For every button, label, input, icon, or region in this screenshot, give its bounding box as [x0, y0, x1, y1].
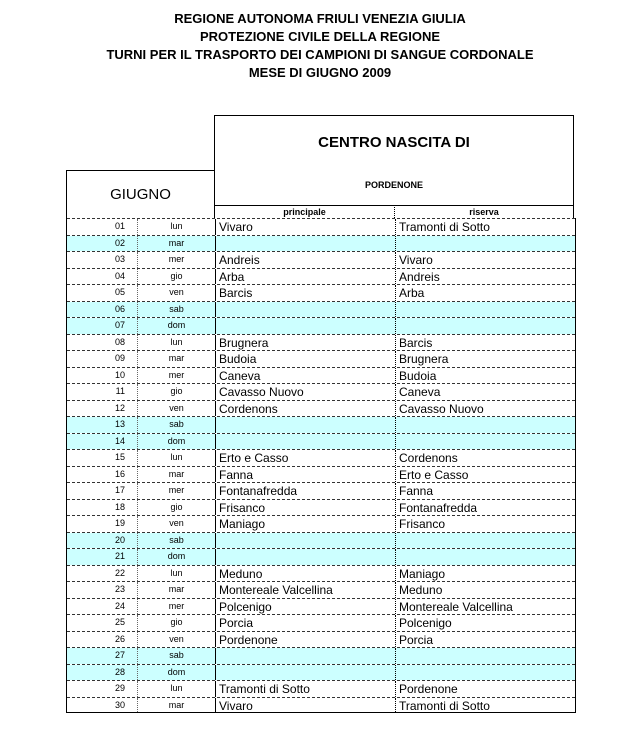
weekday-cell: dom [137, 318, 215, 334]
riserva-cell [395, 236, 575, 252]
table-row [67, 680, 575, 697]
riserva-cell: Barcis [395, 335, 575, 351]
principale-cell: Brugnera [215, 335, 395, 351]
weekday-cell: sab [137, 648, 215, 664]
weekday-cell: ven [137, 401, 215, 417]
day-cell: 17 [114, 485, 125, 495]
riserva-cell [395, 665, 575, 681]
riserva-cell: Maniago [395, 566, 575, 582]
weekday-cell: dom [137, 665, 215, 681]
weekday-cell: lun [137, 335, 215, 351]
day-cell: 06 [67, 302, 137, 318]
riserva-cell [395, 417, 575, 433]
weekday-cell: gio [137, 384, 215, 400]
weekday-cell: mar [137, 582, 215, 598]
weekday-cell: gio [137, 269, 215, 285]
principale-cell [215, 533, 395, 549]
header-region: REGIONE AUTONOMA FRIULI VENEZIA GIULIA [174, 11, 466, 26]
day-cell: 26 [114, 633, 125, 644]
weekday-cell: mer [137, 252, 215, 268]
header-month: MESE DI GIUGNO 2009 [248, 65, 392, 80]
weekday-cell: mar [137, 467, 215, 483]
riserva-cell: Frisanco [395, 516, 575, 532]
table-row [67, 317, 575, 334]
riserva-cell: Arba [395, 285, 575, 301]
table-row [67, 251, 575, 268]
riserva-cell: Meduno [395, 582, 575, 598]
day-cell: 12 [114, 402, 125, 413]
weekday-cell: sab [137, 417, 215, 433]
principale-cell [215, 236, 395, 252]
table-row [67, 647, 575, 664]
riserva-cell: Tramonti di Sotto [395, 698, 575, 713]
table-row [67, 235, 575, 252]
table-row [67, 631, 575, 648]
day-cell: 18 [114, 501, 125, 512]
weekday-cell: mar [137, 236, 215, 252]
day-cell: 29 [114, 683, 125, 693]
table-row [67, 268, 575, 285]
day-cell: 11 [115, 386, 125, 396]
weekday-cell: mar [137, 351, 215, 367]
weekday-cell: lun [137, 219, 215, 235]
day-cell: 30 [114, 699, 125, 710]
table-row [67, 466, 575, 483]
principale-cell: Fanna [215, 467, 395, 483]
principale-cell: Pordenone [215, 632, 395, 648]
principale-cell: Fontanafredda [215, 483, 395, 499]
table-row [67, 598, 575, 615]
day-cell: 14 [67, 434, 137, 450]
day-cell: 25 [114, 617, 125, 627]
table-row [67, 565, 575, 582]
riserva-cell: Erto e Casso [395, 467, 575, 483]
principale-cell: Cavasso Nuovo [215, 384, 395, 400]
principale-cell: Meduno [215, 566, 395, 582]
table-row [67, 284, 575, 301]
day-cell: 22 [114, 567, 125, 578]
weekday-cell: ven [137, 516, 215, 532]
table-row [67, 697, 575, 714]
riserva-cell [395, 648, 575, 664]
riserva-cell [395, 318, 575, 334]
table-row [67, 482, 575, 499]
riserva-cell [395, 533, 575, 549]
table-row [67, 400, 575, 417]
day-cell: 01 [114, 221, 125, 231]
principale-cell: Montereale Valcellina [215, 582, 395, 598]
weekday-cell: gio [137, 615, 215, 631]
day-cell: 10 [114, 369, 125, 380]
weekday-cell: mer [137, 368, 215, 384]
principale-cell: Polcenigo [215, 599, 395, 615]
table-row [67, 532, 575, 549]
day-cell: 19 [114, 518, 125, 528]
principale-cell [215, 302, 395, 318]
weekday-cell: ven [137, 285, 215, 301]
day-cell: 24 [114, 600, 125, 611]
weekday-cell: sab [137, 302, 215, 318]
principale-cell: Budoia [215, 351, 395, 367]
riserva-cell: Cordenons [395, 450, 575, 466]
weekday-cell: ven [137, 632, 215, 648]
day-cell: 20 [67, 533, 137, 549]
day-cell: 05 [114, 287, 125, 297]
riserva-cell: Fontanafredda [395, 500, 575, 516]
column-header-principale: principale [214, 205, 394, 218]
column-header-riserva: riserva [394, 205, 574, 218]
weekday-cell: mar [137, 698, 215, 713]
day-cell: 27 [67, 648, 137, 664]
principale-cell: Andreis [215, 252, 395, 268]
riserva-cell: Andreis [395, 269, 575, 285]
weekday-cell: mer [137, 483, 215, 499]
day-cell: 16 [114, 468, 125, 479]
center-header [214, 115, 574, 205]
principale-cell: Vivaro [215, 219, 395, 235]
document-header [0, 10, 640, 82]
day-cell: 07 [67, 318, 137, 334]
principale-cell: Vivaro [215, 698, 395, 713]
day-cell: 23 [114, 584, 125, 594]
month-label: GIUGNO [110, 186, 171, 203]
header-civil-protection: PROTEZIONE CIVILE DELLA REGIONE [199, 29, 441, 44]
riserva-cell [395, 302, 575, 318]
principale-cell [215, 318, 395, 334]
weekday-cell: sab [137, 533, 215, 549]
table-row [67, 367, 575, 384]
table-row [67, 515, 575, 532]
principale-cell: Cordenons [215, 401, 395, 417]
day-cell: 09 [114, 353, 125, 363]
table-row [67, 416, 575, 433]
riserva-cell: Caneva [395, 384, 575, 400]
weekday-cell: lun [137, 681, 215, 697]
principale-cell [215, 549, 395, 565]
riserva-cell: Montereale Valcellina [395, 599, 575, 615]
riserva-cell: Cavasso Nuovo [395, 401, 575, 417]
weekday-cell: lun [137, 566, 215, 582]
table-row [67, 334, 575, 351]
day-cell: 03 [114, 254, 125, 264]
principale-cell: Tramonti di Sotto [215, 681, 395, 697]
day-cell: 15 [114, 452, 125, 462]
principale-cell [215, 434, 395, 450]
table-row [67, 548, 575, 565]
riserva-cell: Tramonti di Sotto [395, 219, 575, 235]
table-row [67, 581, 575, 598]
table-row [67, 383, 575, 400]
center-label: CENTRO NASCITA DI [318, 134, 470, 151]
day-cell: 21 [67, 549, 137, 565]
riserva-cell [395, 549, 575, 565]
center-name: PORDENONE [364, 180, 423, 190]
day-cell: 28 [67, 665, 137, 681]
riserva-cell [395, 434, 575, 450]
weekday-cell: lun [137, 450, 215, 466]
table-row [67, 499, 575, 516]
day-cell: 02 [67, 236, 137, 252]
month-header [66, 170, 214, 218]
riserva-cell: Porcia [395, 632, 575, 648]
weekday-cell: gio [137, 500, 215, 516]
principale-cell: Caneva [215, 368, 395, 384]
principale-cell: Arba [215, 269, 395, 285]
principale-cell: Erto e Casso [215, 450, 395, 466]
weekday-cell: mer [137, 599, 215, 615]
table-row [67, 350, 575, 367]
day-cell: 04 [114, 270, 125, 281]
principale-cell [215, 665, 395, 681]
table-row [67, 614, 575, 631]
day-cell: 13 [67, 417, 137, 433]
table-row [67, 433, 575, 450]
principale-cell: Barcis [215, 285, 395, 301]
riserva-cell: Polcenigo [395, 615, 575, 631]
table-row [67, 449, 575, 466]
principale-cell: Porcia [215, 615, 395, 631]
table-row [67, 301, 575, 318]
weekday-cell: dom [137, 434, 215, 450]
riserva-cell: Vivaro [395, 252, 575, 268]
table-row [67, 664, 575, 681]
header-subject: TURNI PER IL TRASPORTO DEI CAMPIONI DI SANGUE CORDONALE [106, 47, 534, 62]
schedule-table [66, 218, 576, 713]
riserva-cell: Budoia [395, 368, 575, 384]
riserva-cell: Brugnera [395, 351, 575, 367]
riserva-cell: Pordenone [395, 681, 575, 697]
weekday-cell: dom [137, 549, 215, 565]
day-cell: 08 [114, 336, 125, 347]
table-row [67, 218, 575, 235]
principale-cell: Maniago [215, 516, 395, 532]
riserva-cell: Fanna [395, 483, 575, 499]
principale-cell: Frisanco [215, 500, 395, 516]
principale-cell [215, 417, 395, 433]
principale-cell [215, 648, 395, 664]
